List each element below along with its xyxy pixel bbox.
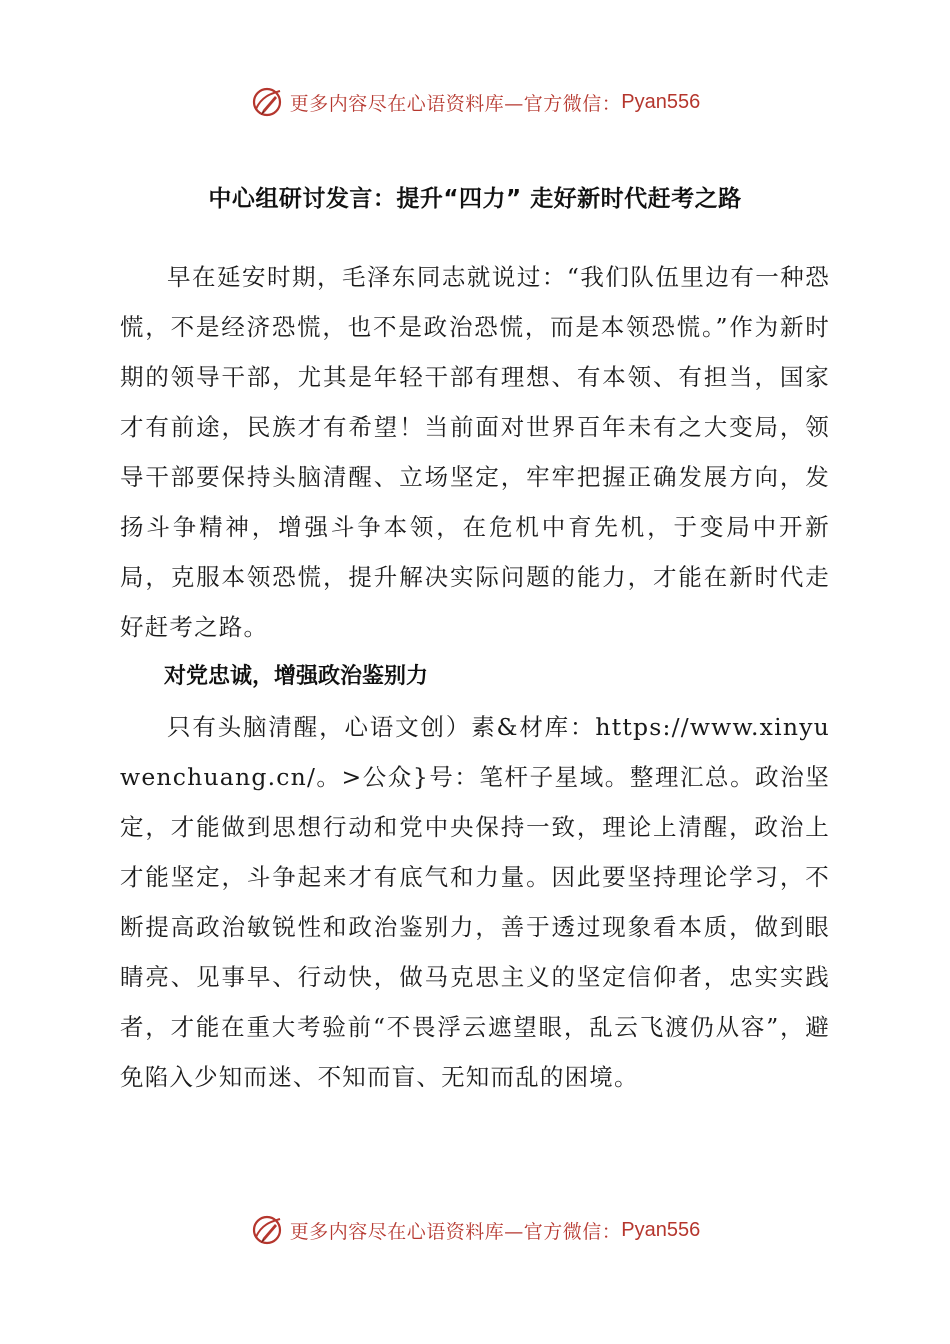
document-body — [120, 252, 830, 1102]
section-heading: 对党忠诚，增强政治鉴别力 — [164, 664, 429, 689]
banner-wechat-id: Pyan556 — [621, 90, 701, 113]
paragraph-section-1: 只有头脑清醒，心语文创）素&材库：https://www.xinyuwenchuang.cn/。>公众}号：笔杆子星域。整理汇总。政治坚定，才能做到思想行动和党中央保持一致，理论上清醒，政治上才能坚定，斗争起来才有底气和力量。因此要坚持理论学习，不断提高政治敏锐性和政治鉴别力，善于透过现象看本质，做到眼睛亮、见事早、行动快，做马克思主义的坚定信仰者，忠实实践者，才能在重大考验前“不畏浮云遮望眼，乱云飞渡仍从容”，避免陷入少知而迷、不知而盲、无知而乱的困境。 — [120, 713, 830, 1091]
header-banner — [0, 82, 950, 122]
footer-banner — [0, 1210, 950, 1250]
document-title: 中心组研讨发言：提升“四力” 走好新时代赶考之路 — [208, 186, 742, 212]
paragraph-intro: 早在延安时期，毛泽东同志就说过：“我们队伍里边有一种恐慌，不是经济恐慌，也不是政治恐慌，而是本领恐慌。”作为新时期的领导干部，尤其是年轻干部有理想、有本领、有担当，国家才有前途，民族才有希望！当前面对世界百年未有之大变局，领导干部要保持头脑清醒、立场坚定，牢牢把握正确发展方向，发扬斗争精神，增强斗争本领，在危机中育先机，于变局中开新局，克服本领恐慌，提升解决实际问题的能力，才能在新时代走好赶考之路。 — [120, 263, 830, 641]
pen-swirl-logo-icon — [250, 85, 284, 119]
banner-text: 更多内容尽在心语资料库—官方微信： — [289, 1220, 622, 1243]
pen-swirl-logo-icon — [250, 1213, 284, 1247]
banner-text: 更多内容尽在心语资料库—官方微信： — [289, 92, 622, 115]
banner-wechat-id: Pyan556 — [621, 1218, 701, 1241]
